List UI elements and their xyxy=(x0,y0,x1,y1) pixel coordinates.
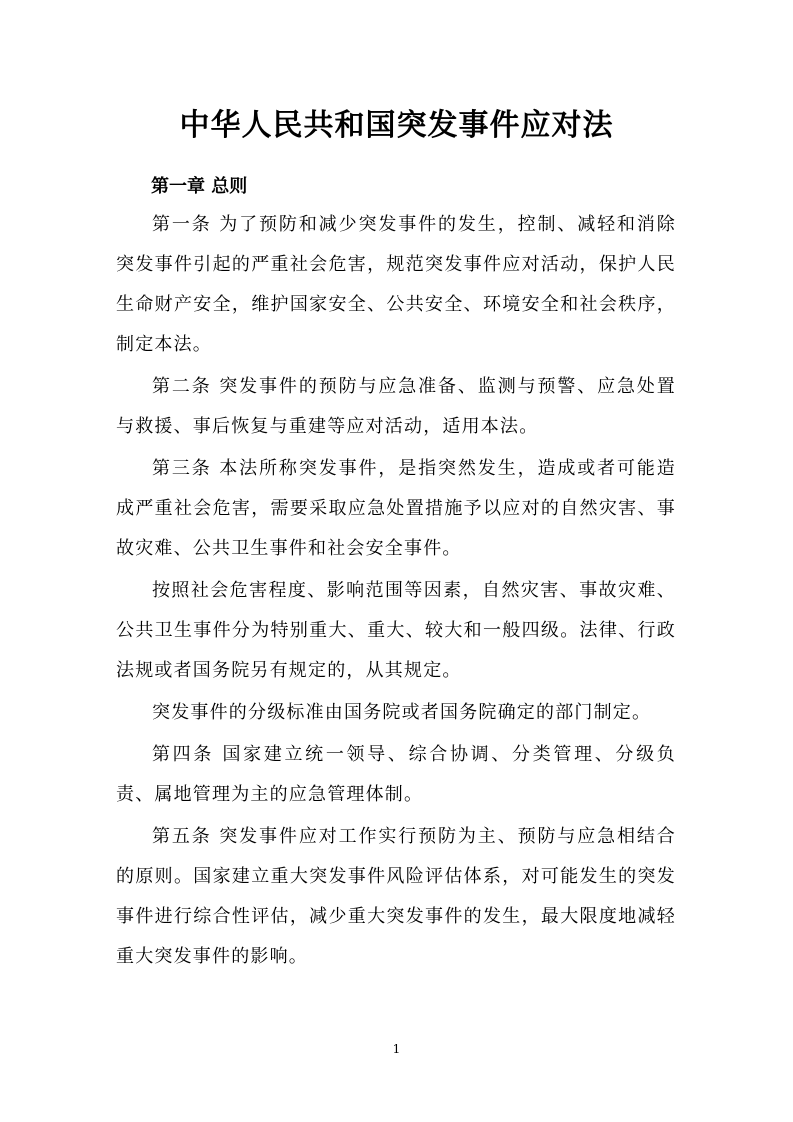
article-4-paragraph: 第四条 国家建立统一领导、综合协调、分类管理、分级负责、属地管理为主的应急管理体制。 xyxy=(116,744,676,805)
article-1-paragraph: 第一条 为了预防和减少突发事件的发生，控制、减轻和消除突发事件引起的严重社会危害，规范突发事件应对活动，保护人民生命财产安全，维护国家安全、公共安全、环境安全和社会秩序，制定本法。 xyxy=(116,214,676,355)
article-3-standard-paragraph: 突发事件的分级标准由国务院或者国务院确定的部门制定。 xyxy=(152,702,652,723)
article-3-grading-paragraph: 按照社会危害程度、影响范围等因素，自然灾害、事故灾难、公共卫生事件分为特别重大、重大、较大和一般四级。法律、行政法规或者国务院另有规定的，从其规定。 xyxy=(116,580,676,681)
article-2-paragraph: 第二条 突发事件的预防与应急准备、监测与预警、应急处置与救援、事后恢复与重建等应对活动，适用本法。 xyxy=(116,376,676,437)
document-title: 中华人民共和国突发事件应对法 xyxy=(179,108,614,143)
chapter-heading: 第一章 总则 xyxy=(151,176,248,197)
article-3-paragraph: 第三条 本法所称突发事件，是指突然发生，造成或者可能造成严重社会危害，需要采取应急处置措施予以应对的自然灾害、事故灾难、公共卫生事件和社会安全事件。 xyxy=(116,458,676,559)
page-number: 1 xyxy=(392,1042,401,1056)
article-5-paragraph: 第五条 突发事件应对工作实行预防为主、预防与应急相结合的原则。国家建立重大突发事件风险评估体系，对可能发生的突发事件进行综合性评估，减少重大突发事件的发生，最大限度地减轻重大突发事件的影响。 xyxy=(116,826,676,967)
document-body xyxy=(116,205,676,979)
